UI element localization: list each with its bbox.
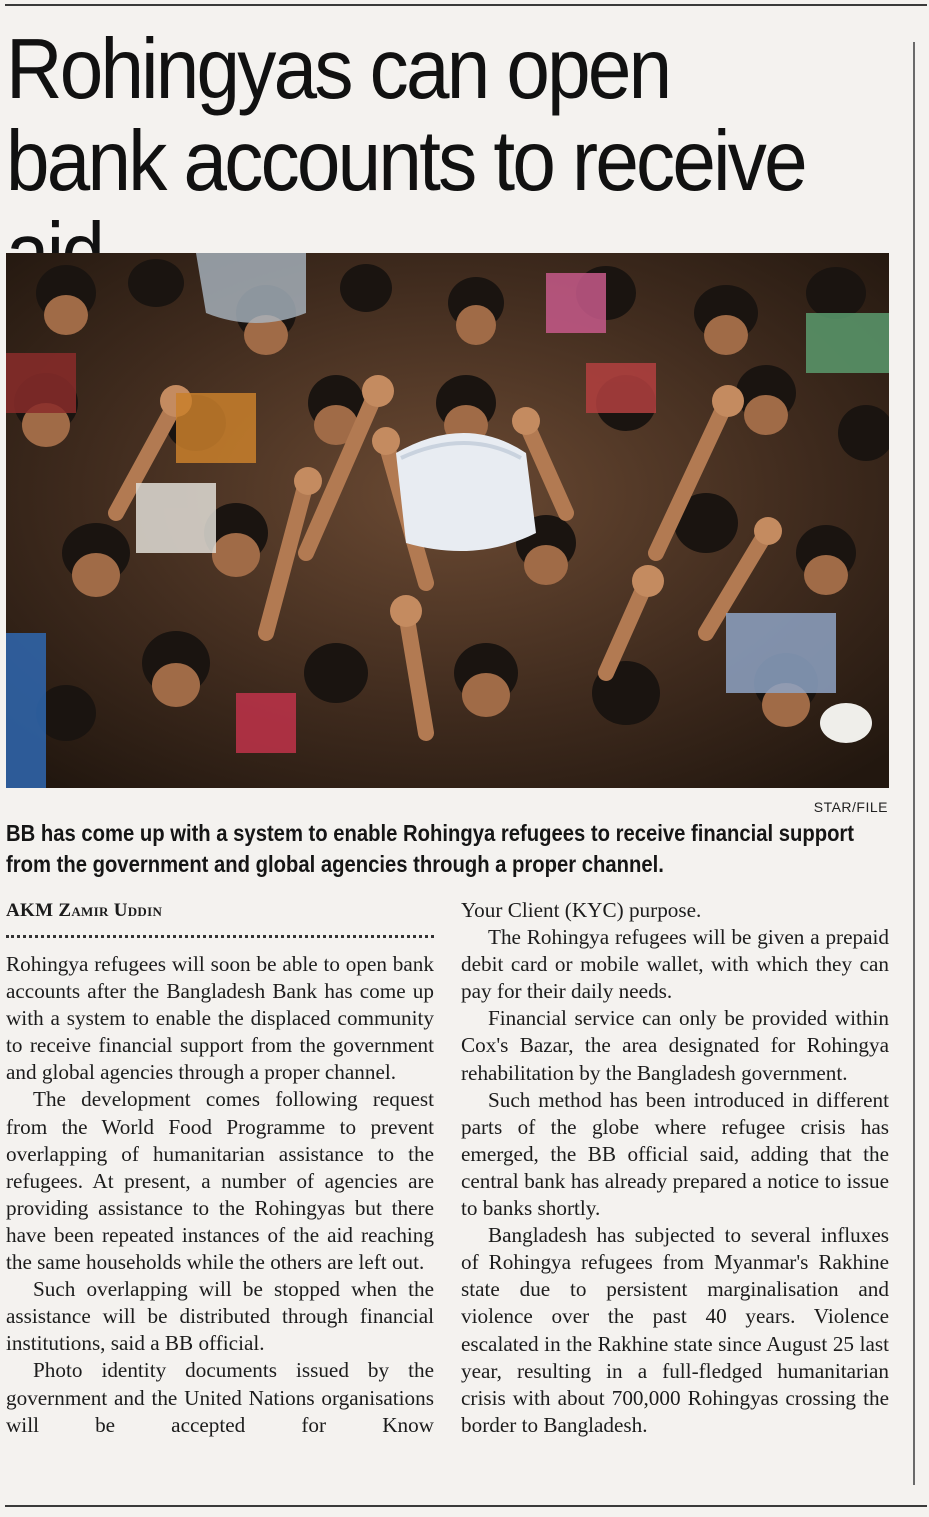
paragraph: Photo identity documents issued by the government and the United Nations organisations will be accepted for Know xyxy=(6,1358,434,1437)
news-photo xyxy=(6,253,889,788)
column-rule xyxy=(913,42,915,1485)
paragraph: Financial service can only be provided within Cox's Bazar, the area designated for Rohingya rehabilitation by the Bangladesh government. xyxy=(461,1006,889,1085)
headline: Rohingyas can open bank accounts to receive xyxy=(6,22,805,209)
bottom-rule xyxy=(5,1505,927,1507)
paragraph: The development comes following request from the World Food Programme to prevent overlapping of humanitarian assistance to the refugees. At present, a number of agencies are providing assistance to the Rohingyas but there have been repeated instances of the aid reaching the same households while the others are left out. xyxy=(6,1087,434,1275)
photo-caption xyxy=(6,818,904,880)
paragraph: Bangladesh has subjected to several influxes of Rohingya refugees from Myanmar's Rakhine state due to persistent marginalisation and violence over the past 40 years. Violence escalated in the Rakhine state since August 25 last year, resulting in a full-fledged humanitarian crisis with about 700,000 Rohingyas crossing the border to Bangladesh. xyxy=(461,1223,889,1437)
top-rule xyxy=(5,4,927,6)
paragraph-continuation: Your Client (KYC) purpose. xyxy=(461,898,702,922)
article-column-1 xyxy=(6,951,434,1439)
crowd-photo-illustration xyxy=(6,253,889,788)
paragraph: The Rohingya refugees will be given a prepaid debit card or mobile wallet, with which they can pay for their daily needs. xyxy=(461,925,889,1004)
byline: AKM Zamir Uddin xyxy=(6,900,163,921)
paragraph: Such overlapping will be stopped when the assistance will be distributed through financial institutions, said a BB official. xyxy=(6,1277,434,1356)
photo-credit: STAR/FILE xyxy=(813,799,888,815)
article-column-2 xyxy=(461,897,889,1439)
caption-text: BB has come up with a system to enable Rohingya refugees to receive financial support from the government and global agencies through a proper channel. xyxy=(6,820,855,877)
paragraph: Such method has been introduced in different parts of the globe where refugee crisis has emerged, the BB official said, adding that the central bank has already prepared a notice to issue to banks shortly. xyxy=(461,1087,889,1221)
paragraph: Rohingya refugees will soon be able to open bank accounts after the Bangladesh Bank has come up with a system to enable the displaced community to receive financial support from the government and global agencies through a proper channel. xyxy=(6,952,434,1085)
byline-divider xyxy=(6,935,434,939)
